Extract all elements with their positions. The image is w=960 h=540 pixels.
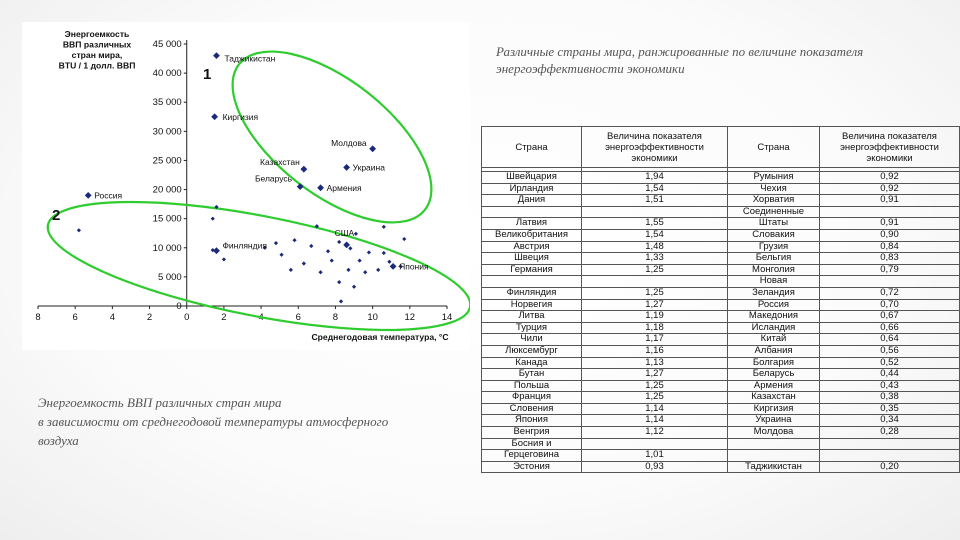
table-row <box>482 345 960 357</box>
x-tick-label: 4 <box>109 312 116 323</box>
data-point-labeled <box>297 183 304 190</box>
caption-line-2: в зависимости от среднегодовой температуры атмосферного <box>38 414 389 429</box>
cell-value-left <box>582 276 728 288</box>
cell-country-right: Македония <box>728 311 820 323</box>
cell-value-left: 1,54 <box>582 183 728 195</box>
cell-value-left: 1,94 <box>582 172 728 184</box>
cell-country-left: Финляндия <box>482 287 582 299</box>
header-country-2: Страна <box>728 127 820 168</box>
cell-value-left: 1,18 <box>582 322 728 334</box>
x-tick-label: 2 <box>146 312 153 323</box>
y-tick-label: 45 000 <box>152 39 182 50</box>
cell-value-left: 1,48 <box>582 241 728 253</box>
y-tick-label: 5 000 <box>157 271 182 283</box>
cell-country-left <box>482 276 582 288</box>
cell-value-right <box>820 438 960 450</box>
y-tick-label: 10 000 <box>152 242 182 254</box>
cell-value-right: 0,90 <box>820 229 960 241</box>
cell-country-right: Соединенные <box>728 206 820 218</box>
cell-value-right: 0,56 <box>820 345 960 357</box>
cell-value-right: 0,20 <box>820 461 960 473</box>
cell-value-right: 0,35 <box>820 403 960 415</box>
table-row <box>482 369 960 381</box>
table-row <box>482 264 960 276</box>
cell-country-right: Таджикистан <box>728 461 820 473</box>
chart-caption <box>38 393 478 450</box>
cell-value-left: 1,27 <box>582 369 728 381</box>
efficiency-table-grid <box>481 126 960 473</box>
caption-line-3: воздуха <box>38 433 79 448</box>
cell-country-right: Россия <box>728 299 820 311</box>
cell-value-left: 1,01 <box>582 450 728 462</box>
data-point <box>354 232 358 236</box>
table-row <box>482 380 960 392</box>
cell-value-right: 0,34 <box>820 415 960 427</box>
data-point <box>348 246 352 250</box>
data-point <box>292 238 296 242</box>
table-row <box>482 450 960 462</box>
cell-value-right: 0,83 <box>820 253 960 265</box>
y-axis-title-line: стран мира, <box>71 50 123 60</box>
cell-country-left: Латвия <box>482 218 582 230</box>
cell-country-left: Эстония <box>482 461 582 473</box>
x-axis-title: Среднегодовая температура, °С <box>311 332 449 342</box>
cell-country-left: Швеция <box>482 253 582 265</box>
table-row <box>482 276 960 288</box>
cell-value-right: 0,43 <box>820 380 960 392</box>
data-point <box>352 285 356 289</box>
cell-country-right: Исландия <box>728 322 820 334</box>
data-point <box>330 258 334 262</box>
cell-value-left: 1,14 <box>582 415 728 427</box>
data-point-labeled <box>85 192 92 199</box>
table-row <box>482 218 960 230</box>
table-row <box>482 206 960 218</box>
cell-country-right: Казахстан <box>728 392 820 404</box>
cell-country-left: Литва <box>482 311 582 323</box>
cell-value-right: 0,79 <box>820 264 960 276</box>
cell-value-left: 1,12 <box>582 427 728 439</box>
table-row <box>482 415 960 427</box>
table-row <box>482 427 960 439</box>
table-row <box>482 392 960 404</box>
cell-value-right: 0,91 <box>820 218 960 230</box>
cell-country-right <box>728 438 820 450</box>
table-header-row <box>482 127 960 168</box>
y-tick-label: 20 000 <box>152 184 182 196</box>
cell-value-right: 0,91 <box>820 195 960 207</box>
cell-country-left: Босния и <box>482 438 582 450</box>
point-label: США <box>334 227 355 238</box>
y-tick-label: 15 000 <box>152 213 182 225</box>
y-tick-label: 25 000 <box>152 155 182 167</box>
cell-value-left: 1,25 <box>582 392 728 404</box>
cell-value-right <box>820 450 960 462</box>
cell-country-right: Армения <box>728 380 820 392</box>
chart-svg <box>22 22 470 350</box>
table-row <box>482 241 960 253</box>
point-label: Беларусь <box>254 173 293 184</box>
table-row <box>482 357 960 369</box>
cell-value-left <box>582 438 728 450</box>
y-tick-label: 30 000 <box>152 126 182 138</box>
cell-country-left: Ирландия <box>482 183 582 195</box>
data-point <box>387 260 391 264</box>
cell-value-left: 1,27 <box>582 299 728 311</box>
cell-value-right: 0,66 <box>820 322 960 334</box>
cell-country-right <box>728 450 820 462</box>
table-row <box>482 299 960 311</box>
data-point-labeled <box>369 145 376 152</box>
table-row <box>482 287 960 299</box>
cell-value-left: 1,16 <box>582 345 728 357</box>
cell-country-right: Зеландия <box>728 287 820 299</box>
cell-country-left: Швейцария <box>482 172 582 184</box>
point-label: Молдова <box>331 137 367 148</box>
cell-country-left: Турция <box>482 322 582 334</box>
cell-value-right: 0,64 <box>820 334 960 346</box>
cell-value-right: 0,52 <box>820 357 960 369</box>
data-point-labeled <box>211 113 218 120</box>
cell-country-right: Чехия <box>728 183 820 195</box>
point-label: Киргизия <box>222 111 259 122</box>
cell-value-right: 0,72 <box>820 287 960 299</box>
data-point-labeled <box>390 263 397 270</box>
data-point <box>367 250 371 254</box>
table-row <box>482 195 960 207</box>
table-row <box>482 172 960 184</box>
y-tick-label: 40 000 <box>152 68 182 80</box>
point-label: Финляндия <box>222 240 267 251</box>
cell-country-right: Хорватия <box>728 195 820 207</box>
x-tick-label: 10 <box>367 312 378 323</box>
data-point-labeled <box>343 241 350 248</box>
point-label: Таджикистан <box>224 53 276 64</box>
data-point <box>222 257 226 261</box>
y-axis-title-line: ВВП различных <box>62 39 132 50</box>
cell-value-right: 0,67 <box>820 311 960 323</box>
x-tick-label: 2 <box>221 312 227 323</box>
cell-value-left: 1,14 <box>582 403 728 415</box>
cell-country-right: Албания <box>728 345 820 357</box>
cell-value-left: 1,25 <box>582 264 728 276</box>
data-point <box>363 270 367 274</box>
cell-value-right: 0,92 <box>820 183 960 195</box>
table-row <box>482 322 960 334</box>
cell-value-right: 0,84 <box>820 241 960 253</box>
data-point <box>318 270 322 274</box>
table-row <box>482 438 960 450</box>
table-row <box>482 461 960 473</box>
header-country-1: Страна <box>482 127 582 168</box>
data-point <box>339 299 343 303</box>
data-point <box>289 268 293 272</box>
data-point-labeled <box>317 184 324 191</box>
data-point <box>382 251 386 255</box>
cell-country-left: Германия <box>482 264 582 276</box>
slide-title: Различные страны мира, ранжированные по величине показателя энергоэффективности экономики <box>496 44 864 76</box>
data-point <box>346 268 350 272</box>
data-point <box>337 240 341 244</box>
cell-value-left: 1,19 <box>582 311 728 323</box>
point-label: Япония <box>399 261 429 272</box>
y-axis-title-line: BTU / 1 долл. ВВП <box>58 60 136 71</box>
point-label: Казахстан <box>260 157 300 168</box>
cell-value-left: 1,25 <box>582 287 728 299</box>
cell-country-left: Бутан <box>482 369 582 381</box>
efficiency-table <box>481 126 959 473</box>
cell-country-left: Люксембург <box>482 345 582 357</box>
x-tick-label: 6 <box>295 312 301 323</box>
x-tick-label: 12 <box>404 312 416 323</box>
data-point <box>376 268 380 272</box>
x-tick-label: 6 <box>72 312 78 323</box>
cell-country-right: Монголия <box>728 264 820 276</box>
cell-value-right <box>820 206 960 218</box>
group-2-label: 2 <box>52 207 61 224</box>
cell-country-right: Украина <box>728 415 820 427</box>
cell-value-left: 1,54 <box>582 229 728 241</box>
cell-value-left <box>582 206 728 218</box>
scatter-chart <box>22 22 470 350</box>
point-label: Украина <box>352 162 385 173</box>
table-row <box>482 311 960 323</box>
data-point <box>326 249 330 253</box>
cell-country-left: Словения <box>482 403 582 415</box>
cell-value-right: 0,70 <box>820 299 960 311</box>
point-label: Россия <box>94 190 123 201</box>
table-row <box>482 403 960 415</box>
cell-country-right: Киргизия <box>728 403 820 415</box>
caption-line-1: Энергоемкость ВВП различных стран мира <box>38 395 282 410</box>
y-tick-label: 35 000 <box>152 97 182 109</box>
cell-country-right: Штаты <box>728 218 820 230</box>
cell-country-right: Румыния <box>728 172 820 184</box>
point-label: Армения <box>326 182 362 193</box>
cell-country-right: Молдова <box>728 427 820 439</box>
cell-value-left: 1,13 <box>582 357 728 369</box>
data-point <box>77 228 81 232</box>
cell-country-left: Польша <box>482 380 582 392</box>
data-point <box>337 280 341 284</box>
cell-country-left: Норвегия <box>482 299 582 311</box>
cell-country-left: Чили <box>482 334 582 346</box>
cell-country-left: Венгрия <box>482 427 582 439</box>
cell-country-right: Беларусь <box>728 369 820 381</box>
cell-country-left: Великобритания <box>482 229 582 241</box>
table-row <box>482 183 960 195</box>
data-point <box>302 261 306 265</box>
group-1-label: 1 <box>203 66 212 83</box>
cell-country-right: Грузия <box>728 241 820 253</box>
table-row <box>482 334 960 346</box>
data-point <box>309 244 313 248</box>
cell-value-right <box>820 276 960 288</box>
cell-value-left: 1,25 <box>582 380 728 392</box>
x-tick-label: 8 <box>332 312 339 323</box>
cell-country-left: Герцеговина <box>482 450 582 462</box>
data-point-labeled <box>213 52 220 59</box>
header-value-2: Величина показателя энергоэффективности экономики <box>820 127 960 168</box>
cell-country-left: Канада <box>482 357 582 369</box>
cell-value-left: 1,17 <box>582 334 728 346</box>
cell-country-right: Словакия <box>728 229 820 241</box>
x-tick-label: 8 <box>35 312 41 323</box>
y-axis-title-line: Энергоемкость <box>64 29 130 39</box>
cell-country-left: Австрия <box>482 241 582 253</box>
data-point <box>402 237 406 241</box>
data-point <box>382 225 386 229</box>
cell-country-left <box>482 206 582 218</box>
data-point <box>279 253 283 257</box>
data-point <box>274 241 278 245</box>
table-row <box>482 229 960 241</box>
data-point <box>211 217 215 221</box>
cell-country-left: Франция <box>482 392 582 404</box>
cell-country-right: Китай <box>728 334 820 346</box>
cell-value-left: 1,55 <box>582 218 728 230</box>
data-point-labeled <box>343 164 350 171</box>
cell-value-right: 0,44 <box>820 369 960 381</box>
cell-country-right: Болгария <box>728 357 820 369</box>
x-tick-label: 4 <box>258 312 264 323</box>
y-tick-label: 0 <box>176 301 182 312</box>
header-value-1: Величина показателя энергоэффективности экономики <box>582 127 728 168</box>
data-point-labeled <box>213 247 220 254</box>
cell-country-left: Дания <box>482 195 582 207</box>
cell-value-left: 1,51 <box>582 195 728 207</box>
cell-country-right: Новая <box>728 276 820 288</box>
cell-value-left: 1,33 <box>582 253 728 265</box>
table-body <box>482 172 960 473</box>
cell-value-right: 0,28 <box>820 427 960 439</box>
data-point <box>358 258 362 262</box>
x-tick-label: 0 <box>184 312 190 323</box>
table-row <box>482 253 960 265</box>
data-point-labeled <box>300 166 307 173</box>
cell-value-right: 0,38 <box>820 392 960 404</box>
cell-country-left: Япония <box>482 415 582 427</box>
x-tick-label: 14 <box>441 312 453 323</box>
cell-country-right: Бельгия <box>728 253 820 265</box>
cell-value-right: 0,92 <box>820 172 960 184</box>
cell-value-left: 0,93 <box>582 461 728 473</box>
